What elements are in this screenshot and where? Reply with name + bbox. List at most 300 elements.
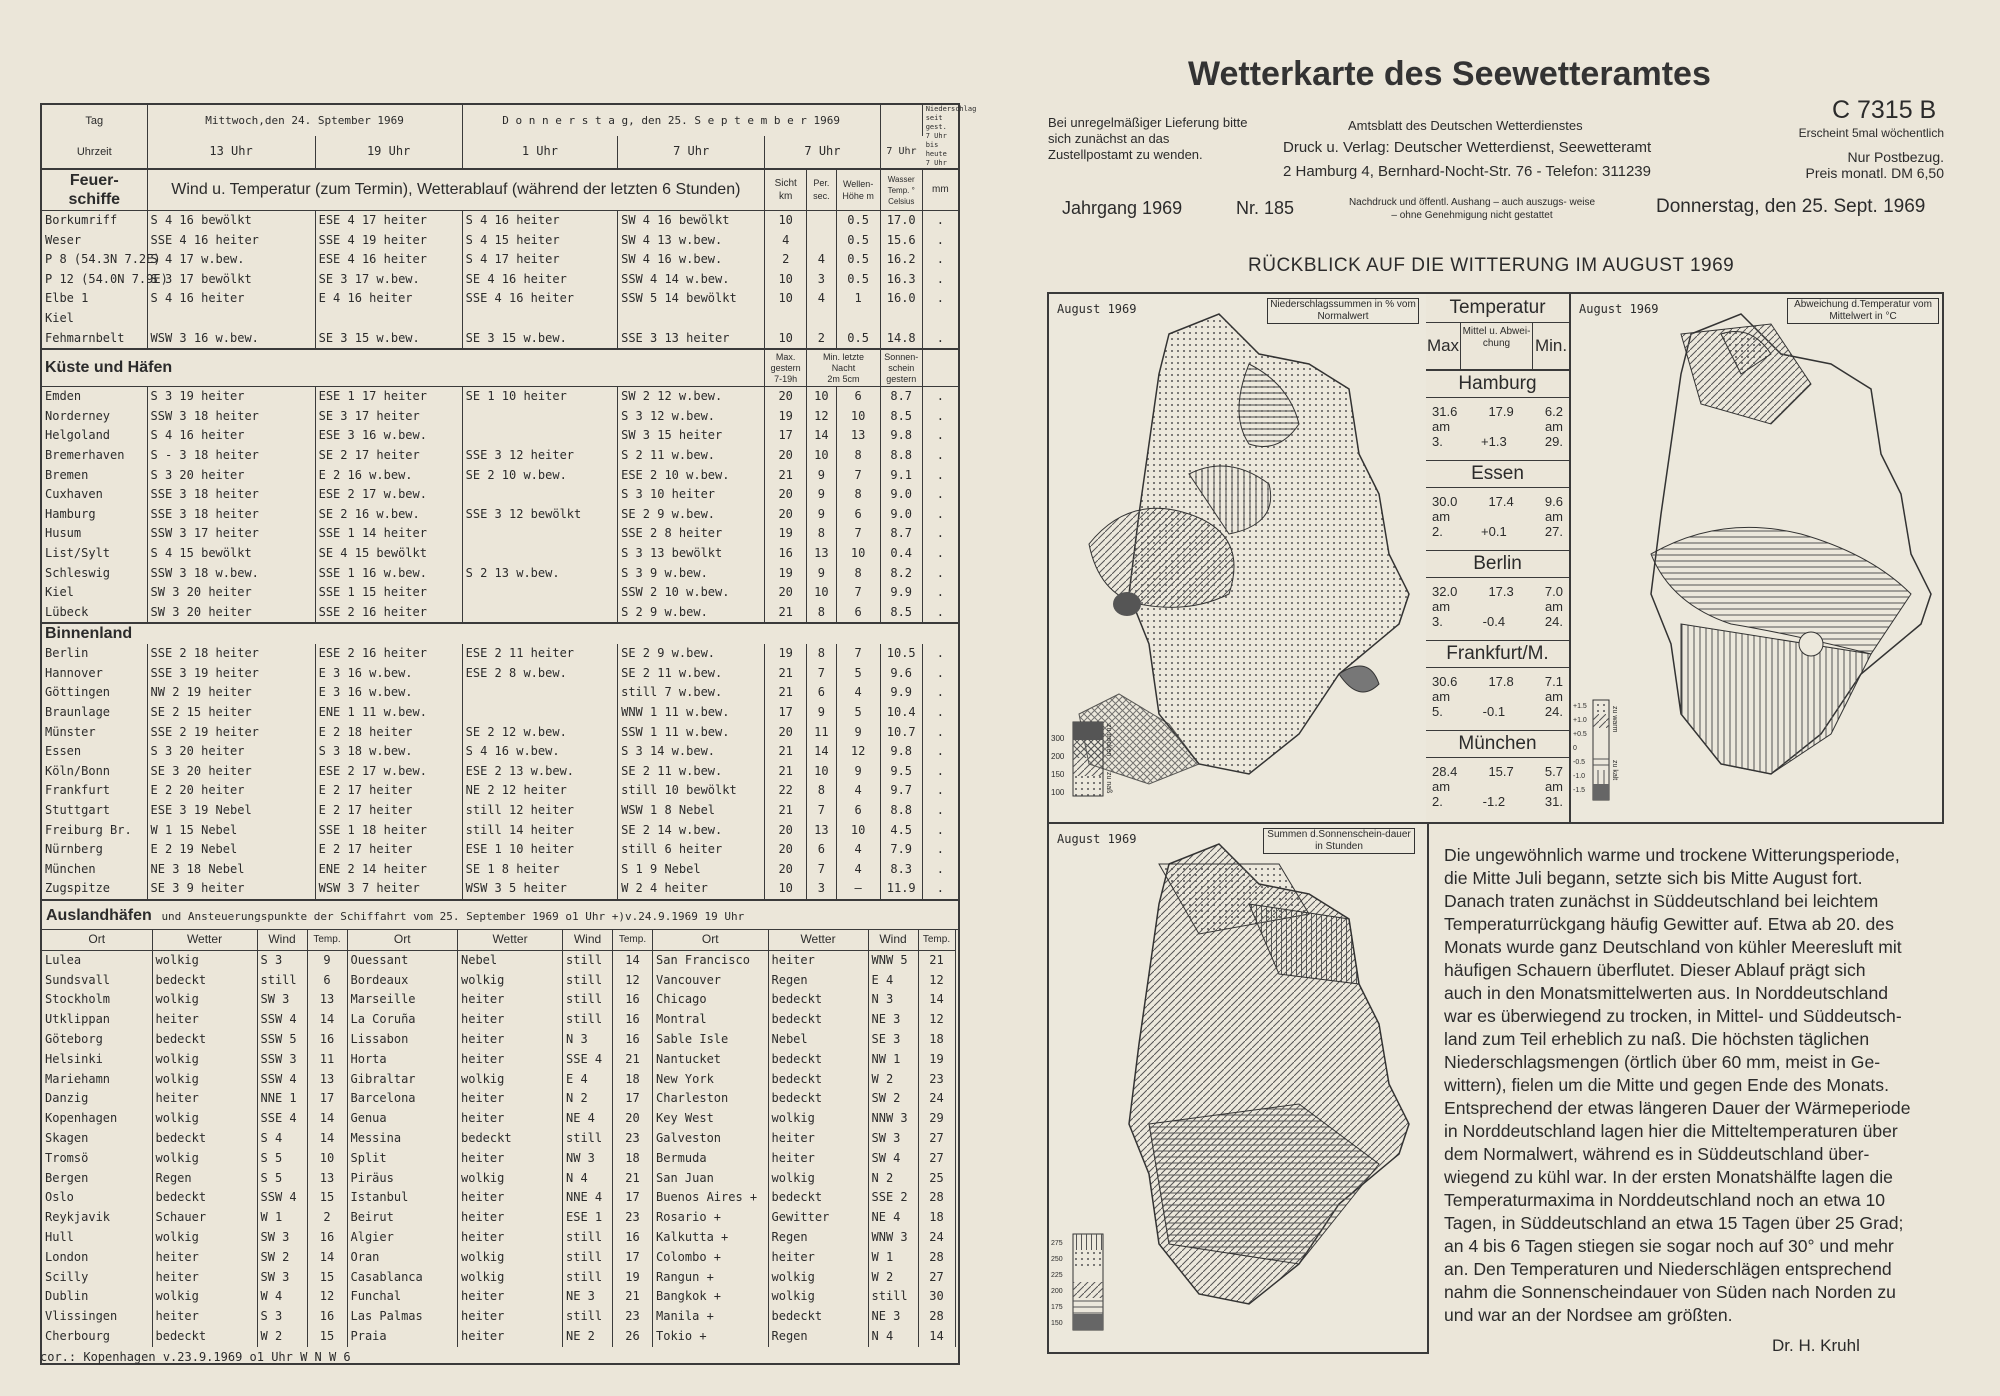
binnen-table <box>42 644 958 899</box>
port-name: Buenos Aires + <box>653 1188 768 1208</box>
city-max-day: 3. <box>1432 614 1443 629</box>
city-min-day: 31. <box>1544 794 1563 809</box>
port-name: Hull <box>42 1228 152 1248</box>
city-deviation: +1.3 <box>1481 434 1507 449</box>
obs-7h: ESE 2 10 w.bew. <box>618 466 765 486</box>
port-temp: 17 <box>613 1188 653 1208</box>
port-wind: SSW 5 <box>257 1030 307 1050</box>
port-weather: wolkig <box>152 1228 257 1248</box>
obs-1h: still 14 heiter <box>462 821 617 841</box>
port-wind: WNW 5 <box>868 950 918 970</box>
text-line: Monats wurde ganz Deutschland von kühler Meeresluft mit <box>1444 937 1902 957</box>
port-row <box>348 1268 653 1288</box>
obs-precip: . <box>936 291 944 306</box>
obs-19h: SSE 4 19 heiter <box>315 231 462 251</box>
obs-col9: 10.4 <box>880 703 922 723</box>
precip-legend-300: 300 <box>1051 734 1065 743</box>
port-wind: NE 2 <box>563 1327 613 1347</box>
obs-col8: 0.5 <box>836 329 880 349</box>
port-temp: 24 <box>918 1228 955 1248</box>
obs-1h: SE 2 12 w.bew. <box>462 723 617 743</box>
obs-7h: still 6 heiter <box>618 840 765 860</box>
port-temp: 11 <box>307 1050 347 1070</box>
text-line: häufigen Schauern überflutet. Dieser Ablauf prägt sich <box>1444 960 1866 980</box>
port-weather: bedeckt <box>458 1129 563 1149</box>
port-weather: wolkig <box>152 950 257 970</box>
port-wind: W 2 <box>868 1268 918 1288</box>
temp-legend-warm: zu warm <box>1611 706 1618 733</box>
text-line: dem Normalwert, während es in Süddeutschland über- <box>1444 1144 1870 1164</box>
port-temp: 16 <box>613 1030 653 1050</box>
port-temp: 23 <box>613 1307 653 1327</box>
obs-col6: 10 <box>765 879 807 899</box>
port-temp: 21 <box>918 950 955 970</box>
port-weather: wolkig <box>152 1149 257 1169</box>
ab3-h-ort: Ort <box>653 930 768 950</box>
port-wind: SW 3 <box>257 1228 307 1248</box>
port-wind: NNE 1 <box>257 1089 307 1109</box>
obs-col8 <box>836 309 880 329</box>
port-weather: heiter <box>458 990 563 1010</box>
obs-col9: 4.5 <box>880 821 922 841</box>
kueste-row <box>42 524 958 544</box>
ab1-h-temp: Temp. <box>307 930 347 950</box>
obs-col9: 16.0 <box>880 289 922 309</box>
port-row <box>42 1089 347 1109</box>
port-row <box>653 1188 955 1208</box>
obs-19h: WSW 3 7 heiter <box>315 879 462 899</box>
obs-1h <box>462 683 617 703</box>
port-weather: wolkig <box>768 1109 868 1129</box>
obs-1h: ESE 2 13 w.bew. <box>462 762 617 782</box>
sunshine-map <box>1047 822 1429 1354</box>
text-line: nahm die Sonnenscheindauer von Süden nach Norden zu <box>1444 1282 1896 1302</box>
sun-legend-175: 175 <box>1051 1304 1063 1311</box>
port-wind: N 3 <box>868 990 918 1010</box>
obs-13h: SSW 3 17 heiter <box>147 524 315 544</box>
city-box <box>1426 370 1569 460</box>
port-wind: SW 3 <box>257 990 307 1010</box>
ab1-h-wetter: Wetter <box>152 930 257 950</box>
wind-temp-label: Wind u. Temperatur (zum Termin), Wetterablauf (während der letzten 6 Stunden) <box>147 169 765 210</box>
port-wind: S 5 <box>257 1169 307 1189</box>
port-row <box>348 1030 653 1050</box>
port-row <box>653 1030 955 1050</box>
obs-col9: 9.9 <box>880 683 922 703</box>
port-temp: 12 <box>613 971 653 991</box>
feuerschiff-row <box>42 270 958 290</box>
port-weather: bedeckt <box>152 1129 257 1149</box>
port-temp: 24 <box>918 1089 955 1109</box>
obs-col9: 10.7 <box>880 723 922 743</box>
obs-7h: S 1 9 Nebel <box>618 860 765 880</box>
port-name: Las Palmas <box>348 1307 458 1327</box>
obs-col9: 10.5 <box>880 644 922 664</box>
city-max: 31.6 <box>1432 404 1458 419</box>
binnen-row <box>42 742 958 762</box>
station-name: Freiburg Br. <box>42 821 147 841</box>
port-name: Montral <box>653 1010 768 1030</box>
station-name: München <box>42 860 147 880</box>
obs-1h: SE 1 8 heiter <box>462 860 617 880</box>
port-name: San Juan <box>653 1169 768 1189</box>
obs-1h <box>462 544 617 564</box>
text-line: wittern), fielen um die Mitte und gegen Ende des Monats. <box>1444 1075 1889 1095</box>
port-weather: heiter <box>152 1010 257 1030</box>
port-weather: heiter <box>458 1327 563 1347</box>
obs-1h <box>462 524 617 544</box>
obs-col6: 2 <box>765 250 807 270</box>
port-row <box>348 1208 653 1228</box>
port-name: Dublin <box>42 1287 152 1307</box>
port-name: Bangkok + <box>653 1287 768 1307</box>
port-row <box>653 1109 955 1129</box>
binnen-title: Binnenland <box>45 625 133 643</box>
port-row <box>348 1149 653 1169</box>
port-temp: 17 <box>307 1089 347 1109</box>
city-min: 6.2 <box>1544 404 1563 419</box>
obs-13h: NW 2 19 heiter <box>147 683 315 703</box>
port-wind: still <box>563 990 613 1010</box>
port-name: Oslo <box>42 1188 152 1208</box>
obs-col8: 0.5 <box>836 211 880 231</box>
obs-col9: 16.2 <box>880 250 922 270</box>
binnen-row <box>42 723 958 743</box>
obs-col6: 20 <box>765 446 807 466</box>
obs-col8: 8 <box>836 446 880 466</box>
masthead-title: Wetterkarte des Seewetteramtes <box>1188 55 1711 93</box>
obs-col6: 10 <box>765 289 807 309</box>
obs-19h: ESE 4 17 heiter <box>315 211 462 231</box>
obs-col8: 7 <box>836 466 880 486</box>
obs-1h: S 4 16 heiter <box>462 211 617 231</box>
feuerschiff-row <box>42 329 958 349</box>
obs-13h: S 3 20 heiter <box>147 742 315 762</box>
obs-7h: SW 4 13 w.bew. <box>618 231 765 251</box>
port-weather: heiter <box>768 1149 868 1169</box>
kueste-title: Küste und Häfen <box>42 349 765 386</box>
obs-1h: SE 1 10 heiter <box>462 387 617 407</box>
obs-col9: 16.3 <box>880 270 922 290</box>
port-wind: NE 3 <box>868 1307 918 1327</box>
obs-precip: . <box>936 330 944 345</box>
port-name: Bergen <box>42 1169 152 1189</box>
obs-col6: 21 <box>765 762 807 782</box>
sun-legend-225: 225 <box>1051 1272 1063 1279</box>
port-row <box>348 950 653 970</box>
ab3-h-wetter: Wetter <box>768 930 868 950</box>
obs-precip: . <box>936 861 944 876</box>
port-weather: Gewitter <box>768 1208 868 1228</box>
city-max-day: 2. <box>1432 524 1443 539</box>
obs-col6: 20 <box>765 485 807 505</box>
port-name: New York <box>653 1070 768 1090</box>
obs-13h: SSE 4 16 heiter <box>147 231 315 251</box>
port-name: Sundsvall <box>42 971 152 991</box>
obs-precip <box>922 309 958 329</box>
station-name: Kiel <box>42 309 147 329</box>
station-name: Bremerhaven <box>42 446 147 466</box>
station-name: Kiel <box>42 583 147 603</box>
city-max-day: 5. <box>1432 704 1443 719</box>
precip-label: Niederschlag seit gest. 7 Uhr bis heute 7 Uhr <box>925 105 977 167</box>
port-name: Piräus <box>348 1169 458 1189</box>
port-weather: bedeckt <box>152 1188 257 1208</box>
port-row <box>42 1010 347 1030</box>
port-weather: heiter <box>152 1268 257 1288</box>
port-row <box>653 1089 955 1109</box>
port-row <box>42 1129 347 1149</box>
port-name: Funchal <box>348 1287 458 1307</box>
obs-1h: WSW 3 5 heiter <box>462 879 617 899</box>
port-row <box>348 1248 653 1268</box>
min-5cm-label: 5cm <box>842 373 860 384</box>
obs-precip: . <box>936 585 944 600</box>
binnen-row <box>42 821 958 841</box>
obs-7h: S 3 9 w.bew. <box>618 564 765 584</box>
port-temp: 30 <box>918 1287 955 1307</box>
port-weather: heiter <box>458 1089 563 1109</box>
port-row <box>42 1070 347 1090</box>
obs-7h: SSW 5 14 bewölkt <box>618 289 765 309</box>
port-name: Helsinki <box>42 1050 152 1070</box>
obs-col7: 8 <box>807 644 836 664</box>
port-weather: wolkig <box>768 1169 868 1189</box>
obs-13h: S 3 17 bewölkt <box>147 270 315 290</box>
tag-label: Tag <box>42 105 147 136</box>
obs-col9: 8.7 <box>880 387 922 407</box>
obs-col8: 10 <box>836 407 880 427</box>
port-wind: SSW 4 <box>257 1010 307 1030</box>
port-wind: SSW 4 <box>257 1070 307 1090</box>
obs-col7: 10 <box>807 446 836 466</box>
port-name: Colombo + <box>653 1248 768 1268</box>
port-wind: SSW 3 <box>257 1050 307 1070</box>
obs-13h <box>147 309 315 329</box>
obs-precip: . <box>936 487 944 502</box>
port-wind: SE 3 <box>868 1030 918 1050</box>
obs-19h: SE 3 15 w.bew. <box>315 329 462 349</box>
nachdruck-note: Nachdruck und öffentl. Aushang – auch auszugs- weise – ohne Genehmigung nicht gestattet <box>1348 197 1596 221</box>
obs-col6: 21 <box>765 664 807 684</box>
text-line: an 4 bis 6 Tagen stiegen sie sogar noch auf 30° und mehr <box>1444 1236 1894 1256</box>
kueste-header <box>42 348 958 386</box>
obs-precip: . <box>936 526 944 541</box>
obs-1h <box>462 703 617 723</box>
port-temp: 14 <box>613 950 653 970</box>
port-row <box>42 1327 347 1347</box>
city-max-day: 3. <box>1432 434 1443 449</box>
postbezug: Nur Postbezug. <box>1847 149 1944 165</box>
obs-13h: S 3 19 heiter <box>147 387 315 407</box>
port-temp: 12 <box>918 1010 955 1030</box>
obs-1h: SSE 4 16 heiter <box>462 289 617 309</box>
precip-legend-values <box>1051 730 1064 802</box>
obs-col7: 9 <box>807 485 836 505</box>
obs-19h: SSE 1 16 w.bew. <box>315 564 462 584</box>
port-name: Bermuda <box>653 1149 768 1169</box>
city-mean: 17.3 <box>1488 584 1514 599</box>
port-temp: 10 <box>307 1149 347 1169</box>
port-row <box>42 1149 347 1169</box>
port-row <box>348 1050 653 1070</box>
port-temp: 19 <box>613 1268 653 1288</box>
city-min: 7.0 <box>1544 584 1563 599</box>
obs-col6: 19 <box>765 564 807 584</box>
obs-col7: 9 <box>807 564 836 584</box>
binnen-row <box>42 762 958 782</box>
port-wind: SW 4 <box>868 1149 918 1169</box>
text-line: auch in den Monatsmittelwerten aus. In Norddeutschland <box>1444 983 1889 1003</box>
port-name: Charleston <box>653 1089 768 1109</box>
obs-col7: 14 <box>807 426 836 446</box>
port-wind: still <box>257 971 307 991</box>
port-name: Messina <box>348 1129 458 1149</box>
obs-col9: 14.8 <box>880 329 922 349</box>
obs-19h: S 3 18 w.bew. <box>315 742 462 762</box>
obs-13h: S 4 16 heiter <box>147 289 315 309</box>
obs-precip: . <box>936 447 944 462</box>
obs-col7: 8 <box>807 781 836 801</box>
obs-col7: 7 <box>807 801 836 821</box>
port-weather: bedeckt <box>768 1070 868 1090</box>
port-row <box>42 971 347 991</box>
port-temp: 18 <box>918 1208 955 1228</box>
obs-col6: 21 <box>765 683 807 703</box>
city-name: Frankfurt/M. <box>1426 641 1569 668</box>
obs-col9: 9.5 <box>880 762 922 782</box>
port-temp: 14 <box>307 1129 347 1149</box>
port-wind: NE 4 <box>563 1109 613 1129</box>
sicht-label: Sicht km <box>765 169 807 210</box>
city-name: Essen <box>1426 461 1569 488</box>
port-weather: bedeckt <box>768 1089 868 1109</box>
port-name: Kopenhagen <box>42 1109 152 1129</box>
obs-col7: 3 <box>807 270 836 290</box>
obs-1h: SE 2 10 w.bew. <box>462 466 617 486</box>
port-row <box>42 1287 347 1307</box>
kueste-row <box>42 466 958 486</box>
obs-19h: ESE 1 17 heiter <box>315 387 462 407</box>
port-wind: still <box>563 1268 613 1288</box>
kueste-row <box>42 505 958 525</box>
obs-col7: 11 <box>807 723 836 743</box>
obs-col6: 20 <box>765 860 807 880</box>
port-temp: 14 <box>918 990 955 1010</box>
precip-legend-150: 150 <box>1051 770 1065 779</box>
port-wind: SW 2 <box>257 1248 307 1268</box>
feuerschiff-row <box>42 211 958 231</box>
station-name: Emden <box>42 387 147 407</box>
text-line: Die ungewöhnlich warme und trockene Witterungsperiode, <box>1444 845 1900 865</box>
obs-7h: S 3 14 w.bew. <box>618 742 765 762</box>
port-wind: N 4 <box>563 1169 613 1189</box>
port-weather: heiter <box>768 1129 868 1149</box>
port-temp: 18 <box>613 1070 653 1090</box>
obs-7h: SSW 2 10 w.bew. <box>618 583 765 603</box>
text-line: in Norddeutschland lagen hier die Mitteltemperaturen über <box>1444 1121 1898 1141</box>
obs-13h: SSW 3 18 w.bew. <box>147 564 315 584</box>
address: 2 Hamburg 4, Bernhard-Nocht-Str. 76 - Telefon: 311239 <box>1283 163 1651 180</box>
obs-precip: . <box>936 744 944 759</box>
obs-1h: ESE 2 8 w.bew. <box>462 664 617 684</box>
obs-19h: E 2 16 w.bew. <box>315 466 462 486</box>
obs-col7 <box>807 231 836 251</box>
port-row <box>653 971 955 991</box>
port-name: Stockholm <box>42 990 152 1010</box>
city-max: 30.6 <box>1432 674 1458 689</box>
port-wind: SW 3 <box>257 1268 307 1288</box>
city-mean: 17.4 <box>1488 494 1514 509</box>
binnen-row <box>42 664 958 684</box>
obs-7h: SSW 1 11 w.bew. <box>618 723 765 743</box>
obs-19h: ENE 2 14 heiter <box>315 860 462 880</box>
port-temp: 21 <box>613 1050 653 1070</box>
ab2-h-temp: Temp. <box>613 930 653 950</box>
port-weather: bedeckt <box>768 1050 868 1070</box>
port-name: Lulea <box>42 950 152 970</box>
port-temp: 6 <box>307 971 347 991</box>
obs-col7 <box>807 211 836 231</box>
port-name: London <box>42 1248 152 1268</box>
obs-precip: . <box>936 428 944 443</box>
city-am-max: am <box>1432 419 1451 434</box>
station-name: Cuxhaven <box>42 485 147 505</box>
kueste-row <box>42 583 958 603</box>
port-row <box>653 1070 955 1090</box>
obs-col8: 12 <box>836 742 880 762</box>
temp-legend-p15: +1.5 <box>1573 703 1587 710</box>
obs-col7: 8 <box>807 603 836 623</box>
obs-7h: S 2 9 w.bew. <box>618 603 765 623</box>
auslandhaefen-col3 <box>653 930 956 1347</box>
temp-map-title: Abweichung d.Temperatur vom Mittelwert in °C <box>1787 298 1939 324</box>
obs-7h: W 2 4 heiter <box>618 879 765 899</box>
obs-col8: 13 <box>836 426 880 446</box>
city-am-min: am <box>1544 419 1563 434</box>
port-wind: NNW 3 <box>868 1109 918 1129</box>
port-wind: NE 3 <box>868 1010 918 1030</box>
obs-precip: . <box>936 565 944 580</box>
feuerschiff-row <box>42 309 958 329</box>
text-line: Temperaturrückgang häufig Gewitter auf. Etwa ab 20. des <box>1444 914 1894 934</box>
obs-13h: SSE 3 19 heiter <box>147 664 315 684</box>
port-wind: NNE 4 <box>563 1188 613 1208</box>
obs-19h: SSE 1 14 heiter <box>315 524 462 544</box>
port-wind: still <box>563 1228 613 1248</box>
port-temp: 20 <box>613 1109 653 1129</box>
port-temp: 12 <box>307 1287 347 1307</box>
obs-col8: 4 <box>836 860 880 880</box>
obs-col6: 4 <box>765 231 807 251</box>
obs-1h: SSE 3 12 bewölkt <box>462 505 617 525</box>
temp-max-label: Max <box>1426 336 1460 355</box>
max-label: Max. gestern 7-19h <box>765 349 807 386</box>
obs-col7: 13 <box>807 544 836 564</box>
city-deviation: +0.1 <box>1481 524 1507 539</box>
port-temp: 26 <box>613 1327 653 1347</box>
port-wind: W 1 <box>868 1248 918 1268</box>
port-temp: 13 <box>307 1169 347 1189</box>
port-weather: wolkig <box>768 1268 868 1288</box>
time-1: 13 Uhr <box>147 136 315 169</box>
station-name: Bremen <box>42 466 147 486</box>
city-min-day: 29. <box>1544 434 1563 449</box>
port-temp: 9 <box>307 950 347 970</box>
port-row <box>42 1030 347 1050</box>
port-name: Reykjavik <box>42 1208 152 1228</box>
port-row <box>653 1287 955 1307</box>
